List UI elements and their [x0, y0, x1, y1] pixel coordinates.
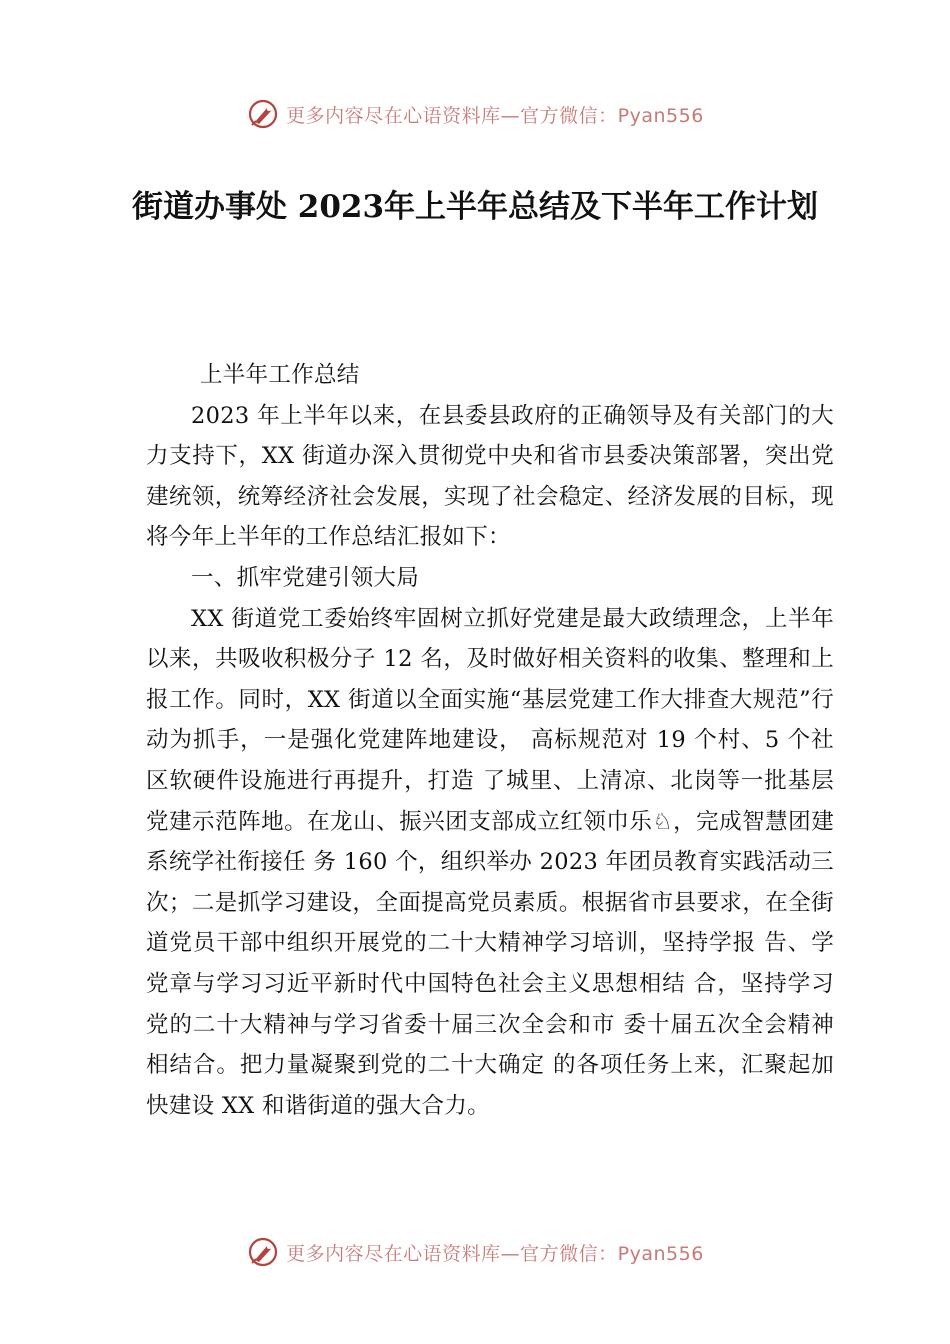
section-heading-summary: 上半年工作总结 [200, 362, 360, 388]
section-heading-party: 一、抓牢党建引领大局 [191, 564, 420, 591]
pen-nib-logo-icon [246, 1235, 280, 1269]
header-banner [0, 94, 950, 134]
paragraph-party-building: XX 街道党工委始终牢固树立抓好党建是最大政绩理念，上半年以来，共吸收积极分子 12 名，及时做好相关资料的收集、整理和上报工作。同时，XX 街道以全面实施“基层党建工作大排查大规范”行动为抓手，一是强化党建阵地建设， 高标规范对 19 个村、5 个社区软硬件设施进行再提升，打造 了城里、上清凉、北岗等一批基层党建示范阵地。在龙山、振兴团支部成立红领巾乐♘，完成智慧团建系统学社衔接任 务 160 个，组织举办 2023 年团员教育实践活动三次；二是抓学习建设，全面提高党员素质。根据省市县要求，在全街 道党员干部中组织开展党的二十大精神学习培训，坚持学报 告、学党章与学习习近平新时代中国特色社会主义思想相结 合，坚持学习党的二十大精神与学习省委十届三次全会和市 委十届五次全会精神相结合。把力量凝聚到党的二十大确定 的各项任务上来，汇聚起加快建设 XX 和谐街道的强大合力。 [146, 605, 834, 1119]
document-title: 街道办事处 2023年上半年总结及下半年工作计划 [131, 189, 819, 225]
document-body [146, 355, 834, 1126]
footer-banner [0, 1232, 950, 1272]
paragraph-intro: 2023 年上半年以来，在县委县政府的正确领导及有关部门的大力支持下，XX 街道办深入贯彻党中央和省市县委决策部署，突出党建统领，统筹经济社会发展，实现了社会稳定、经济发展的目标，现将今年上半年的工作总结汇报如下： [146, 402, 834, 551]
pen-nib-logo-icon [246, 97, 280, 131]
banner-text: 更多内容尽在心语资料库—官方微信：Pyan556 [286, 104, 704, 127]
banner-text: 更多内容尽在心语资料库—官方微信：Pyan556 [286, 1242, 704, 1265]
